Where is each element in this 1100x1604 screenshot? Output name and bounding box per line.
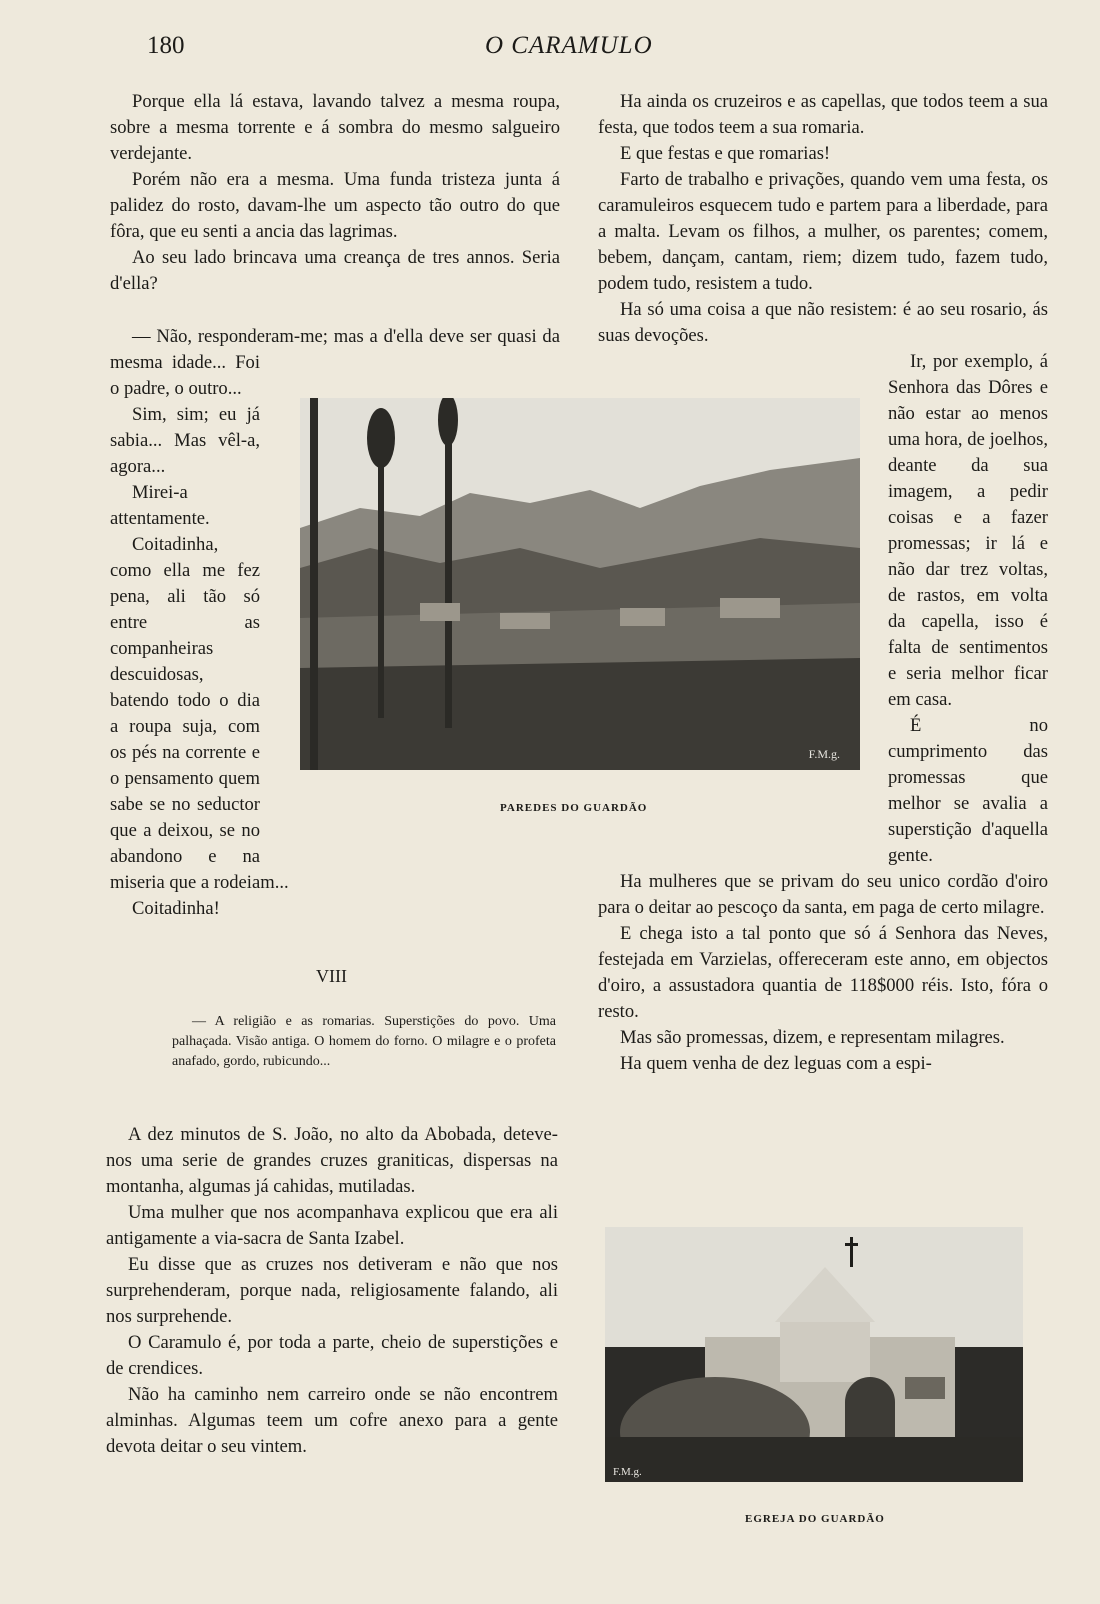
paragraph: Farto de trabalho e privações, quando vem uma festa, os caramuleiros esquecem tudo e partem para a liberdade, para a malta. Levam os filhos, a mulher, os parentes; comem, bebem, dançam, cantam, riem; dizem tudo, fazem tudo, podem tudo, resistem a tudo.	[598, 169, 1048, 294]
paragraph: Ao seu lado brincava uma creança de tres annos. Seria d'ella?	[110, 247, 560, 294]
paragraph: Ir, por exemplo, á Senhora das Dôres e não estar ao menos uma hora, de joelhos, deante da sua imagem, a pedir coisas e a fazer promessas; ir lá e não dar trez voltas, de rastos, em volta da capella, isso é falta de sentimentos e seria melhor ficar em casa.	[888, 351, 1048, 710]
church-caption: EGREJA DO GUARDÃO	[745, 1513, 885, 1525]
paragraph: Coitadinha, como ella me fez pena, ali tão só entre as companheiras descuidosas, batendo todo o dia a roupa suja, com os pés na corrente e o pensamento quem sabe se no seductor que a deixou, se no abandono e na miseria que a rodeiam...	[110, 534, 289, 893]
paragraph: E que festas e que romarias!	[620, 143, 831, 164]
summary-text: — A religião e as romarias. Superstições do povo. Uma palhaçada. Visão antiga. O homem do forno. O milagre e o profeta anafado, gordo, rubicundo...	[172, 1014, 556, 1069]
landscape-signature: F.M.g.	[808, 747, 840, 761]
left-column-top	[110, 89, 560, 297]
left-column-bottom	[106, 1122, 558, 1460]
paragraph: E chega isto a tal ponto que só á Senhora das Neves, festejada em Varzielas, offereceram este anno, em objectos d'oiro, a assustadora quantia de 118$000 réis. Isto, fóra o resto.	[598, 923, 1048, 1022]
section-summary	[172, 1012, 556, 1072]
paragraph: Porque ella lá estava, lavando talvez a mesma roupa, sobre a mesma torrente e á sombra do mesmo salgueiro verdejante.	[110, 91, 560, 164]
paragraph: Coitadinha!	[132, 898, 220, 919]
paragraph: Uma mulher que nos acompanhava explicou que era ali antigamente a via-sacra de Santa Izabel.	[106, 1202, 558, 1249]
paragraph: Sim, sim; eu já sabia... Mas vêl-a, agora...	[110, 404, 260, 477]
paragraph: Ha ainda os cruzeiros e as capellas, que todos teem a sua festa, que todos teem a sua romaria.	[598, 91, 1048, 138]
paragraph: O Caramulo é, por toda a parte, cheio de superstições e de crendices.	[106, 1332, 558, 1379]
paragraph: Porém não era a mesma. Uma funda tristeza junta á palidez do rosto, davam-lhe um aspecto tão outro do que fôra, que eu senti a ancia das lagrimas.	[110, 169, 560, 242]
church-photo	[605, 1227, 1023, 1482]
paragraph: Ha mulheres que se privam do seu unico cordão d'oiro para o deitar ao pescoço da santa, em paga de certo milagre.	[598, 871, 1048, 918]
paragraph: Mas são promessas, dizem, e representam milagres.	[620, 1027, 1005, 1048]
paragraph: Ha quem venha de dez leguas com a espi-	[620, 1053, 932, 1074]
section-number: VIII	[316, 966, 347, 986]
landscape-photo	[300, 398, 860, 770]
church-illustration	[605, 1227, 1023, 1482]
paragraph: A dez minutos de S. João, no alto da Abobada, deteve-nos uma serie de grandes cruzes graniticas, dispersas na montanha, algumas já cahidas, mutiladas.	[106, 1124, 558, 1197]
paragraph: — Não, responderam-me; mas a d'ella deve ser quasi da mesma idade... Foi o padre, o outro...	[110, 326, 560, 399]
page-number: 180	[147, 32, 185, 59]
paragraph: Ha só uma coisa a que não resistem: é ao seu rosario, ás suas devoções.	[598, 299, 1048, 346]
church-signature: F.M.g.	[613, 1466, 642, 1478]
landscape-illustration	[300, 398, 860, 770]
paragraph: Mirei-a attentamente.	[110, 482, 210, 529]
paragraph: Eu disse que as cruzes nos detiveram e não que nos surprehenderam, porque nada, religiosamente falando, ali nos surprehende.	[106, 1254, 558, 1327]
landscape-caption: PAREDES DO GUARDÃO	[500, 802, 648, 814]
paragraph: Não ha caminho nem carreiro onde se não encontrem alminhas. Algumas teem um cofre anexo para a gente devota deitar o seu vintem.	[106, 1384, 558, 1457]
paragraph: É no cumprimento das promessas que melhor se avalia a superstição d'aquella gente.	[888, 715, 1048, 866]
running-title: O CARAMULO	[485, 32, 653, 59]
